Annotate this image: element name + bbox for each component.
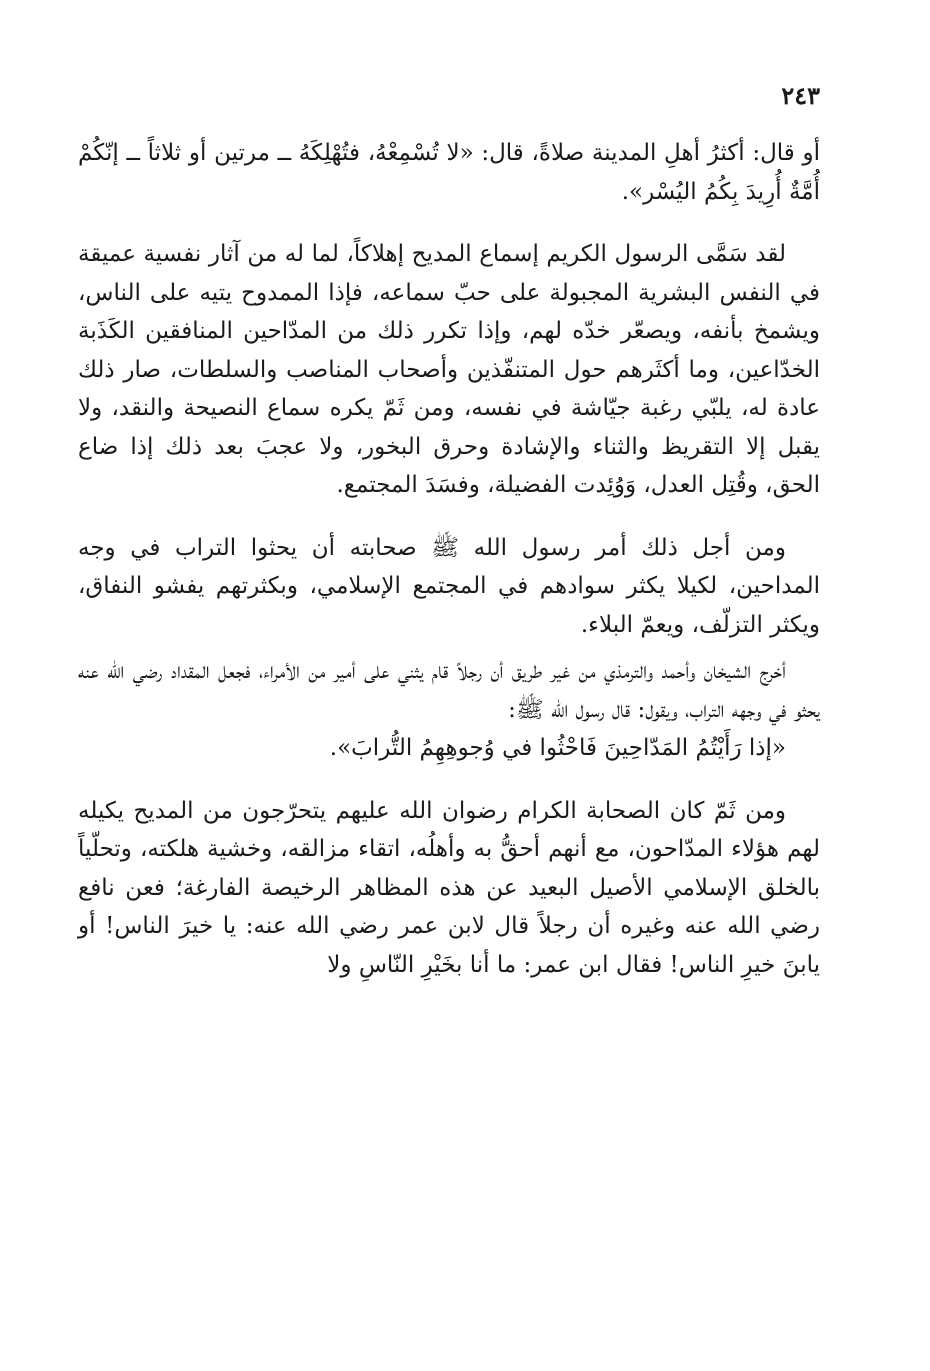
paragraph-prophet-command: ومن أجل ذلك أمر رسول الله ﷺ صحابته أن يحثوا التراب في وجه المداحين، لكيلا يكثر سوادهم في المجتمع الإسلامي، وبكثرتهم يفشو النفاق، ويكثر التزلّف، ويعمّ البلاء. — [78, 534, 820, 638]
paragraph-miqdad-narration: أخرج الشيخان وأحمد والترمذي من غير طريق أن رجلاً قام يثني على أمير من الأمراء، فجعل المقداد رضي الله عنه يحثو في وجهه التراب، ويقول: قال رسول الله ﷺ: — [78, 658, 820, 723]
paragraph-companions: ومن ثَمّ كان الصحابة الكرام رضوان الله عليهم يتحرّجون من المديح يكيله لهم هؤلاء المدّاحون، مع أنهم أحقُّ به وأهلُه، اتقاء مزالقه، وخشية هلكته، وتحلّياً بالخلق الإسلامي الأصيل البعيد عن هذه المظاهر الرخيصة الفارغة؛ فعن نافع رضي الله عنه وغيره أن رجلاً قال لابن عمر رضي الله عنه: يا خيرَ الناس! أو يابنَ خيرِ الناس! فقال ابن عمر: ما أنا بخَيْرِ النّاسِ ولا — [78, 797, 820, 978]
spacer — [78, 505, 820, 529]
book-page — [78, 78, 820, 1318]
paragraph-hadith-ending: أو قال: أكثرُ أهلِ المدينة صلاةً، قال: «لا تُسْمِعْهُ، فتُهْلِكَهُ ــ مرتين أو ثلاثاً ــ إنّكُمْ أُمَّةٌ أُرِيدَ بِكُمُ اليُسْر». — [78, 140, 820, 205]
spacer — [78, 211, 820, 235]
spacer — [78, 768, 820, 792]
hadith-quote: «إذا رَأَيْتُمُ المَدّاحِينَ فَاحْثُوا في وُجوهِهِمُ التُّرابَ». — [329, 735, 786, 761]
paragraph-praise-harm: لقد سَمَّى الرسول الكريم إسماع المديح إهلاكاً، لما له من آثار نفسية عميقة في النفس البشرية المجبولة على حبّ سماعه، فإذا الممدوح يتيه على الناس، ويشمخ بأنفه، ويصعّر خدّه لهم، وإذا تكرر ذلك من المدّاحين المنافقين الكَذَبة الخدّاعين، وما أكثَرهم حول المتنفّذين وأصحاب المناصب والسلطات، صار ذلك عادة له، يلبّي رغبة جيّاشة في نفسه، ومن ثَمّ يكره سماع النصيحة والنقد، ولا يقبل إلا التقريظ والثناء والإشادة وحرق البخور، ولا عجبَ بعد ذلك إذا ضاع الحق، وقُتِل العدل، وَوُئِدت الفضيلة، وفسَدَ المجتمع. — [78, 241, 821, 498]
page-number: ٢٤٣ — [781, 81, 820, 110]
spacer — [78, 644, 820, 652]
